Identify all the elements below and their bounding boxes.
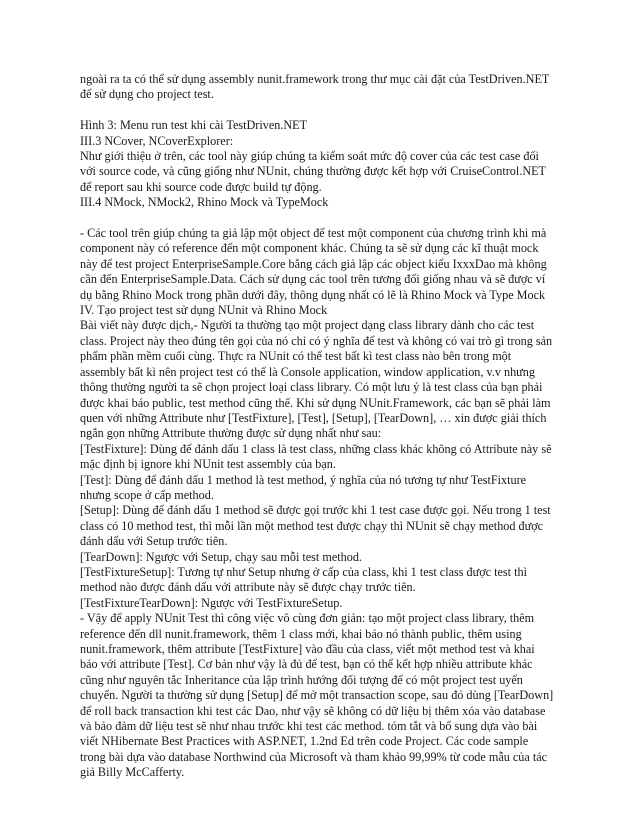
text-line: IV. Tạo project test sử dụng NUnit và Rhino Mock (80, 303, 328, 318)
text-line: báo với attribute [Test]. Cơ bản như vậy là đủ để test, bạn có thể kết hợp nhiều attribute khác (80, 657, 533, 672)
text-line: - Vậy để apply NUnit Test thì công việc vô cùng đơn giản: tạo một project class library, thêm (80, 611, 535, 626)
text-line: để report sau khi source code được build tự động. (80, 179, 322, 194)
text-line: trong bài dựa vào database Northwind của Microsoft và tham khảo 99,99% từ code mẫu của tác (80, 749, 548, 764)
text-line: assembly bất kì nên project test có thể là Console application, window application, v.v nhưng (80, 364, 535, 379)
text-line: phẩm phần mềm cuối cùng. Thực ra NUnit có thể test bất kì test class nào bên trong một (80, 349, 512, 364)
text-line: component này có reference đến một component khác. Chúng ta sẽ sử dụng các kĩ thuật mock (80, 241, 539, 256)
text-line: đánh dấu với Setup trước tiên. (80, 534, 228, 549)
text-line: để sử dụng cho project test. (80, 87, 214, 102)
text-line: [TearDown]: Ngược với Setup, chạy sau mỗi test method. (80, 549, 362, 564)
paragraph (80, 226, 564, 781)
text-line: [TestFixtureTearDown]: Ngược với TestFixtureSetup. (80, 595, 343, 610)
paragraph-gap (80, 103, 564, 118)
text-line: nunit.framework, thêm attribute [TestFixture] vào đầu của class, viết một method test và khai (80, 642, 535, 656)
text-line: [TestFixture]: Dùng để đánh dấu 1 class là test class, những class khác không có Attribute này sẽ (80, 441, 552, 456)
text-line: cũng như nguyên tắc Inheritance của lập trình hướng đối tượng để có một project test uyển (80, 672, 523, 687)
text-line: thông thường người ta sẽ chọn project loại class library. Có một lưu ý là test class của bạn phải (80, 380, 543, 395)
document-body (80, 72, 564, 781)
paragraph (80, 118, 564, 210)
paragraph (80, 72, 564, 103)
text-line: [Test]: Dùng để đánh dấu 1 method là test method, ý nghĩa của nó tương tự như TestFixture (80, 472, 527, 487)
text-line: III.4 NMock, NMock2, Rhino Mock và TypeMock (80, 195, 329, 210)
text-line: method nào được đánh dấu với attribute này sẽ được chạy trước tiên. (80, 580, 416, 595)
text-line: để roll back transaction khi test các Dao, như vậy sẽ không có dữ liệu bị thêm xóa vào database (80, 703, 546, 718)
text-line: này để test project EnterpriseSample.Core bằng cách giả lập các object kiểu IxxxDao mà không (80, 256, 547, 271)
text-line: chuyển. Người ta thường sử dụng [Setup] để mở một transaction scope, sau đó dùng [TearDown] (80, 688, 554, 703)
text-line: class. Project này theo đúng tên gọi của nó chỉ có ý nghĩa để test và không có vai trò gì trong sản (80, 333, 553, 348)
text-line: quen với những Attribute như [TestFixture], [Test], [Setup], [TearDown], … xin được giải thích (80, 410, 547, 425)
text-line: III.3 NCover, NCoverExplorer: (80, 133, 234, 148)
text-line: Hình 3: Menu run test khi cài TestDriven.NET (80, 118, 308, 133)
text-line: và bảo đảm dữ liệu test sẽ như nhau trước khi test các method. tóm tắt và bổ sung dựa vào bài (80, 719, 538, 734)
text-line: viết NHibernate Best Practices with ASP.NET, 1.2nd Ed trên code Project. Các code sample (80, 734, 529, 749)
paragraph-gap (80, 211, 564, 226)
text-line: dụ bằng Rhino Mock trong phần dưới đây, thông dụng nhất có lẽ là Rhino Mock và Type Mock (80, 287, 546, 302)
text-line: được khai báo public, test method cũng thế. Khi sử dụng NUnit.Framework, các bạn sẽ phải làm (80, 395, 551, 410)
text-line: ngoài ra ta có thể sử dụng assembly nunit.framework trong thư mục cài đặt của TestDriven.NET (80, 72, 550, 86)
text-line: nhưng scope ở cấp method. (80, 487, 214, 502)
text-line: reference đến dll nunit.framework, thêm 1 class mới, khai báo nó thành public, thêm using (80, 626, 522, 641)
text-line: cần đến EnterpriseSample.Data. Cách sử dụng các tool trên tương đối giống nhau và sẽ được ví (80, 272, 546, 287)
text-line: Như giới thiệu ở trên, các tool này giúp chúng ta kiểm soát mức độ cover của các test case đối (80, 149, 539, 164)
text-line: [TestFixtureSetup]: Tương tự như Setup nhưng ở cấp của class, khi 1 test class được test thì (80, 564, 527, 579)
text-line: [Setup]: Dùng để đánh dấu 1 method sẽ được gọi trước khi 1 test case được gọi. Nếu trong 1 test (80, 503, 551, 518)
text-line: Bài viết này được dịch,- Người ta thường tạo một project dạng class library dành cho các test (80, 318, 535, 333)
text-line: giả Billy McCafferty. (80, 765, 185, 780)
text-line: với source code, và cũng giống như NUnit, chúng thường được kết hợp với CruiseControl.NET (80, 164, 547, 179)
text-line: class có 10 method test, thì mỗi lần một method test được chạy thì NUnit sẽ chạy method được (80, 518, 544, 533)
text-line: - Các tool trên giúp chúng ta giả lập một object để test một component của chương trình khi mà (80, 226, 547, 241)
text-line: mặc định bị ignore khi NUnit test assembly của bạn. (80, 457, 336, 472)
text-line: ngắn gọn những Attribute thường được sử dụng nhất như sau: (80, 426, 382, 441)
